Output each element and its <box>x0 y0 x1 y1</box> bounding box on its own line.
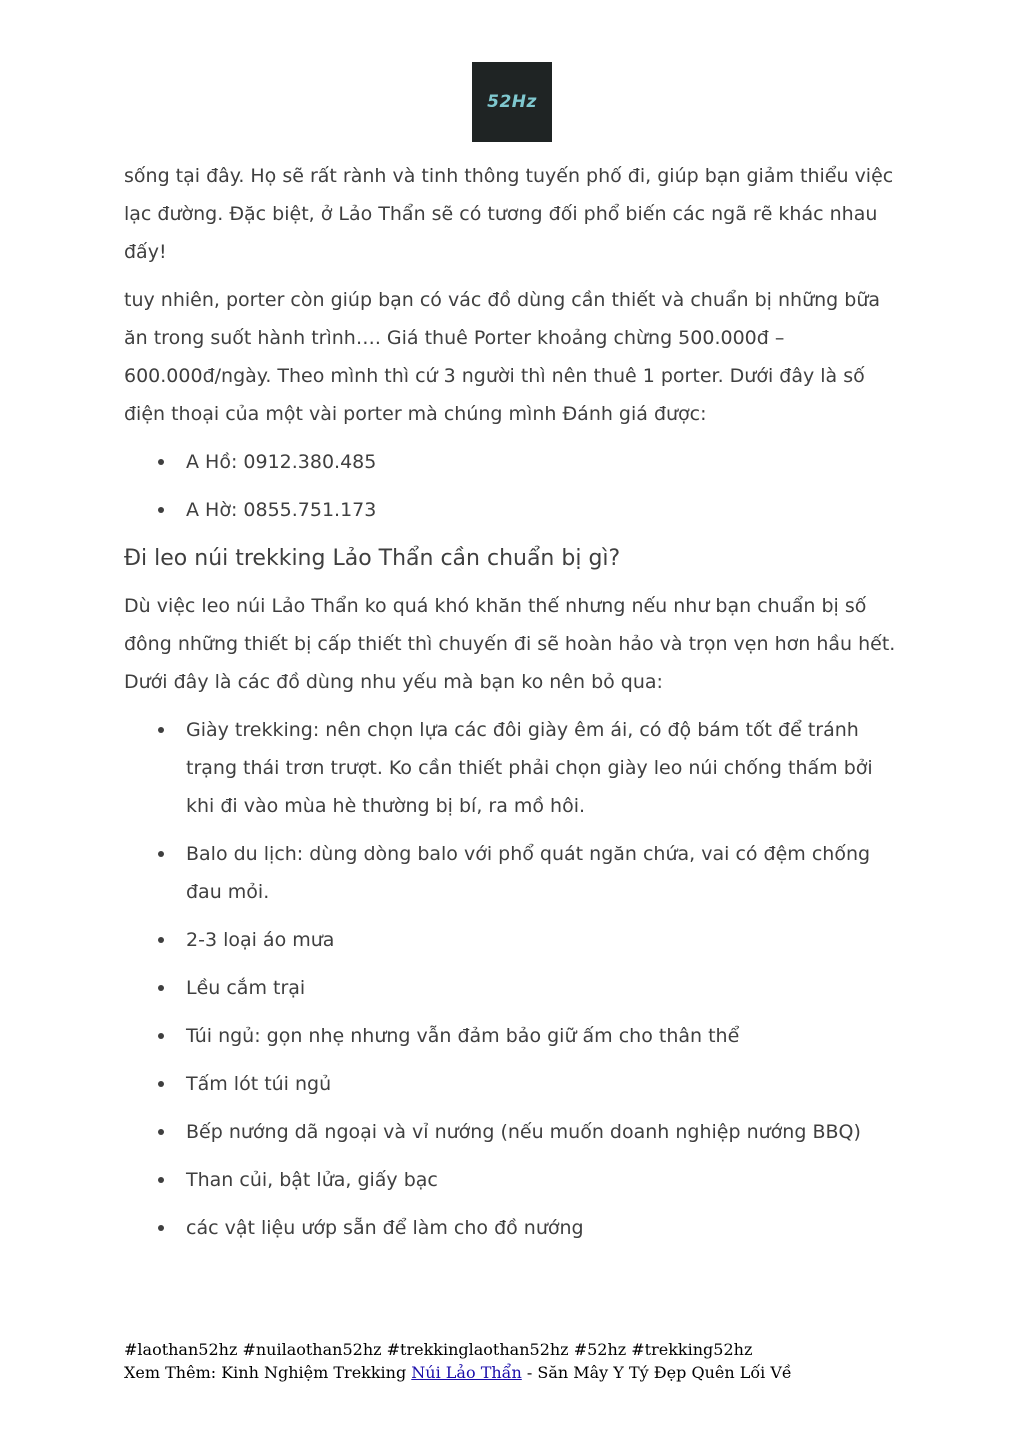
list-item-text: A Hồ: 0912.380.485 <box>186 451 377 473</box>
bullet-icon <box>158 851 164 857</box>
list-item <box>124 491 904 529</box>
bullet-icon <box>158 1129 164 1135</box>
list-item <box>124 1017 904 1055</box>
intro-paragraph-2: tuy nhiên, porter còn giúp bạn có vác đồ dùng cần thiết và chuẩn bị những bữa ăn trong suốt hành trình…. Giá thuê Porter khoảng chừng 500.000đ – 600.000đ/ngày. Theo mình thì cứ 3 người thì nên thuê 1 porter. Dưới đây là số điện thoại của một vài porter mà chúng mình Đánh giá được: <box>124 289 881 425</box>
bullet-icon <box>158 1033 164 1039</box>
list-item <box>124 443 904 481</box>
footer-read-more <box>124 1361 924 1384</box>
bullet-icon <box>158 727 164 733</box>
list-item-text: 2-3 loại áo mưa <box>186 929 335 951</box>
list-item <box>124 921 904 959</box>
list-item-text: Giày trekking: nên chọn lựa các đôi giày êm ái, có độ bám tốt để tránh trạng thái trơn trượt. Ko cần thiết phải chọn giày leo núi chống thấm bởi khi đi vào mùa hè thường bị bí, ra mồ hôi. <box>186 719 873 817</box>
prep-paragraph: Dù việc leo núi Lảo Thẩn ko quá khó khăn thế nhưng nếu như bạn chuẩn bị số đông những thiết bị cấp thiết thì chuyến đi sẽ hoàn hảo và trọn vẹn hơn hầu hết. Dưới đây là các đồ dùng nhu yếu mà bạn ko nên bỏ qua: <box>124 595 896 693</box>
article-link[interactable]: Núi Lảo Thẩn <box>411 1363 522 1382</box>
page-footer <box>124 1338 924 1384</box>
list-item-text: Túi ngủ: gọn nhẹ nhưng vẫn đảm bảo giữ ấm cho thân thể <box>186 1025 740 1047</box>
section-heading: Đi leo núi trekking Lảo Thẩn cần chuẩn bị gì? <box>124 546 621 571</box>
site-logo <box>472 62 552 142</box>
list-item-text: các vật liệu ướp sẵn để làm cho đồ nướng <box>186 1217 584 1239</box>
bullet-icon <box>158 1081 164 1087</box>
gear-list <box>124 711 904 1247</box>
bullet-icon <box>158 507 164 513</box>
list-item <box>124 1065 904 1103</box>
intro-paragraph-1: sống tại đây. Họ sẽ rất rành và tinh thông tuyến phố đi, giúp bạn giảm thiểu việc lạc đường. Đặc biệt, ở Lảo Thẩn sẽ có tương đối phổ biến các ngã rẽ khác nhau đấy! <box>124 165 894 263</box>
bullet-icon <box>158 459 164 465</box>
bullet-icon <box>158 1177 164 1183</box>
porter-contact-list <box>124 443 904 529</box>
list-item-text: Than củi, bật lửa, giấy bạc <box>186 1169 438 1191</box>
list-item <box>124 1113 904 1151</box>
list-item <box>124 835 904 911</box>
bullet-icon <box>158 937 164 943</box>
article-body <box>124 157 904 1257</box>
list-item <box>124 1209 904 1247</box>
logo-text: 52Hz <box>487 92 537 112</box>
list-item-text: Tấm lót túi ngủ <box>186 1073 332 1095</box>
list-item <box>124 711 904 825</box>
footer-suffix: - Săn Mây Y Tý Đẹp Quên Lối Về <box>521 1363 792 1382</box>
list-item <box>124 969 904 1007</box>
footer-prefix: Xem Thêm: Kinh Nghiệm Trekking <box>124 1363 412 1382</box>
list-item-text: Balo du lịch: dùng dòng balo với phổ quát ngăn chứa, vai có đệm chống đau mỏi. <box>186 843 871 903</box>
bullet-icon <box>158 985 164 991</box>
list-item-text: A Hờ: 0855.751.173 <box>186 499 377 521</box>
list-item-text: Bếp nướng dã ngoại và vỉ nướng (nếu muốn doanh nghiệp nướng BBQ) <box>186 1121 861 1143</box>
list-item <box>124 1161 904 1199</box>
list-item-text: Lều cắm trại <box>186 977 306 999</box>
footer-hashtags: #laothan52hz #nuilaothan52hz #trekkinglaothan52hz #52hz #trekking52hz <box>124 1340 753 1359</box>
bullet-icon <box>158 1225 164 1231</box>
